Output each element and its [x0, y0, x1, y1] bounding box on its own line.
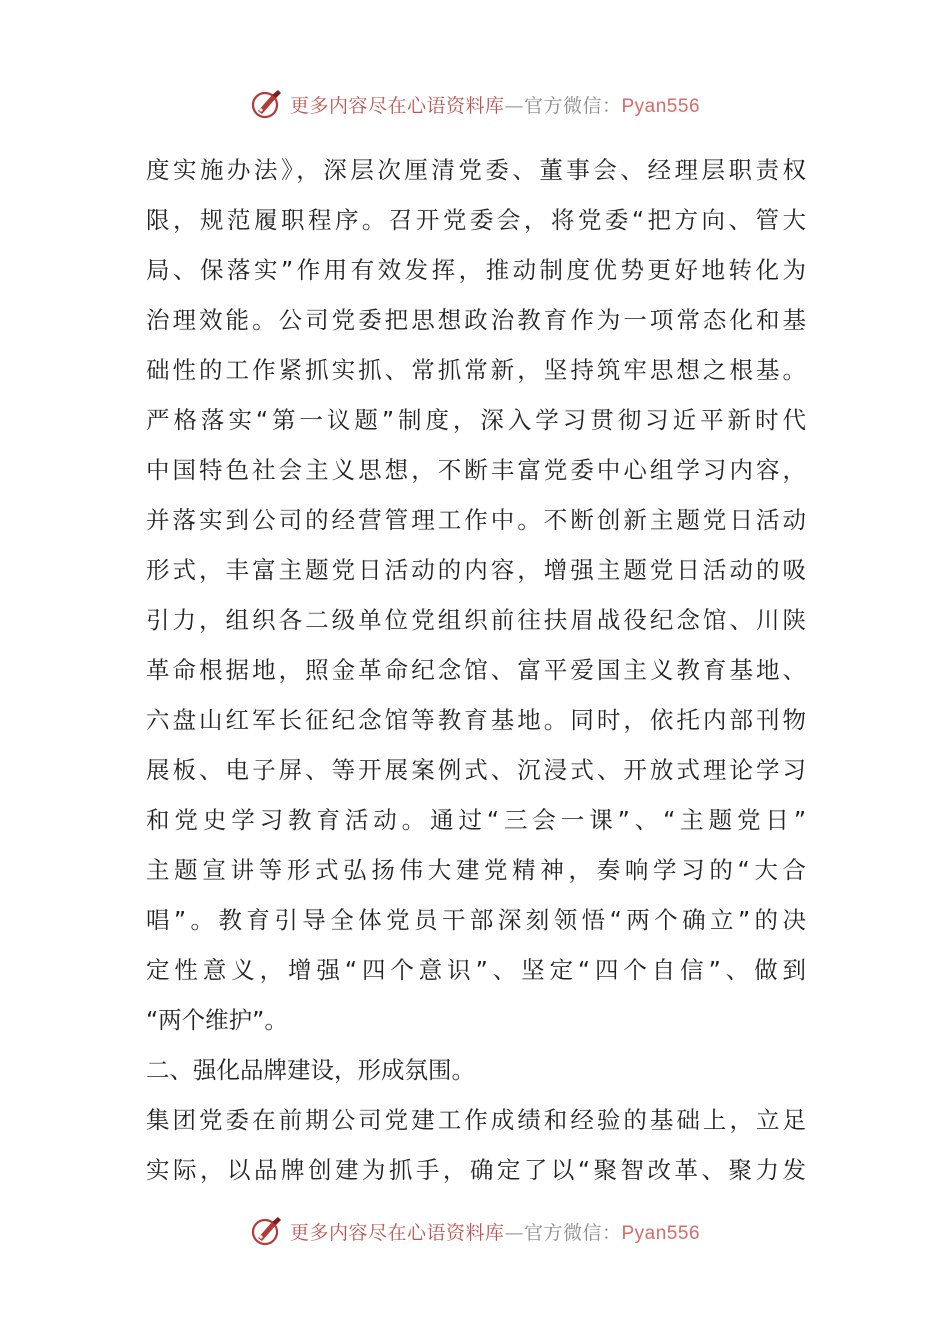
body-line: 革命根据地，照金革命纪念馆、富平爱国主义教育基地、 [146, 656, 806, 684]
body-line: 中国特色社会主义思想，不断丰富党委中心组学习内容， [146, 456, 806, 484]
body-line: 局、保落实”作用有效发挥，推动制度优势更好地转化为 [146, 256, 806, 284]
body-line: 和党史学习教育活动。通过“三会一课”、“主题党日” [146, 806, 806, 834]
body-line: 实际，以品牌创建为抓手，确定了以“聚智改革、聚力发 [146, 1156, 806, 1184]
section-heading: 二、强化品牌建设，形成氛围。 [146, 1056, 475, 1084]
body-line: 主题宣讲等形式弘扬伟大建党精神，奏响学习的“大合 [146, 856, 806, 884]
body-line: “两个维护”。 [146, 1006, 288, 1034]
watermark-wechat-id: Pyan556 [621, 95, 701, 117]
body-line: 度实施办法》，深层次厘清党委、董事会、经理层职责权 [146, 156, 806, 184]
body-line: 限，规范履职程序。召开党委会，将党委“把方向、管大 [146, 206, 806, 234]
footer-watermark [0, 1211, 950, 1251]
body-line: 集团党委在前期公司党建工作成绩和经验的基础上，立足 [146, 1106, 806, 1134]
body-line: 形式，丰富主题党日活动的内容，增强主题党日活动的吸 [146, 556, 806, 584]
body-line: 展板、电子屏、等开展案例式、沉浸式、开放式理论学习 [146, 756, 806, 784]
body-line: 六盘山红军长征纪念馆等教育基地。同时，依托内部刊物 [146, 706, 806, 734]
document-body [146, 148, 806, 1198]
body-line: 引力，组织各二级单位党组织前往扶眉战役纪念馆、川陕 [146, 606, 806, 634]
watermark-wechat-id: Pyan556 [621, 1222, 701, 1244]
body-line: 治理效能。公司党委把思想政治教育作为一项常态化和基 [146, 306, 806, 334]
watermark-wechat-label: 官方微信： [523, 1221, 622, 1244]
watermark-main-text: 更多内容尽在心语资料库 [289, 94, 505, 117]
body-line: 严格落实“第一议题”制度，深入学习贯彻习近平新时代 [146, 406, 806, 434]
body-line: 定性意义，增强“四个意识”、坚定“四个自信”、做到 [146, 956, 806, 984]
watermark-dash: — [504, 1221, 524, 1244]
watermark-wechat-label: 官方微信： [523, 94, 622, 117]
body-line: 础性的工作紧抓实抓、常抓常新，坚持筑牢思想之根基。 [146, 356, 806, 384]
header-watermark [0, 84, 950, 124]
body-line: 并落实到公司的经营管理工作中。不断创新主题党日活动 [146, 506, 806, 534]
body-line: 唱”。教育引导全体党员干部深刻领悟“两个确立”的决 [146, 906, 806, 934]
pen-nib-seal-icon [250, 87, 284, 121]
watermark-main-text: 更多内容尽在心语资料库 [289, 1221, 505, 1244]
watermark-text [290, 1218, 700, 1245]
pen-nib-seal-icon [250, 1214, 284, 1248]
watermark-text [290, 91, 700, 118]
watermark-dash: — [504, 94, 524, 117]
